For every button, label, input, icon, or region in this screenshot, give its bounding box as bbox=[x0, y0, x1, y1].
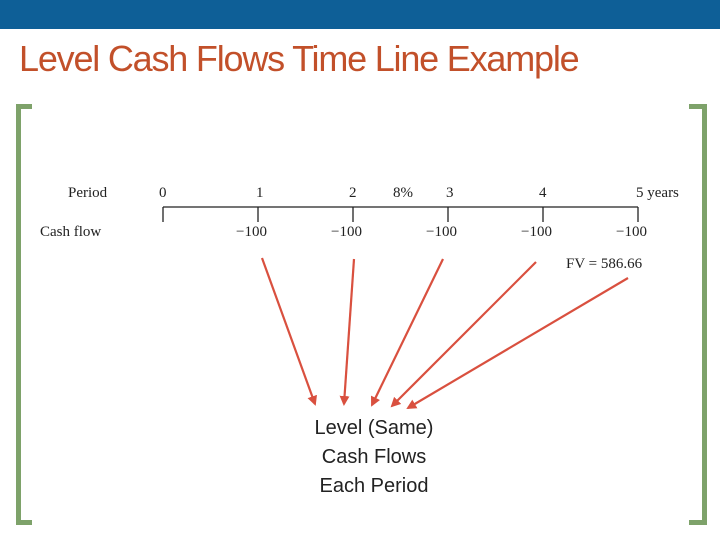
cashflow-1: −100 bbox=[236, 224, 267, 240]
cashflow-label: Cash flow bbox=[40, 224, 102, 240]
caption-line-2: Cash Flows bbox=[321, 446, 427, 468]
period-2: 2 bbox=[349, 185, 357, 201]
period-label: Period bbox=[68, 185, 108, 201]
arrow-4 bbox=[392, 262, 536, 406]
caption-line-3: Each Period bbox=[319, 475, 429, 497]
arrow-2 bbox=[344, 259, 354, 404]
arrow-5 bbox=[408, 278, 628, 408]
period-1: 1 bbox=[256, 185, 264, 201]
arrow-3 bbox=[372, 259, 443, 405]
caption bbox=[274, 414, 474, 501]
caption-line-1: Level (Same) bbox=[314, 417, 434, 439]
period-3: 3 bbox=[446, 185, 454, 201]
future-value-label: FV = 586.66 bbox=[566, 256, 643, 272]
slide-title: Level Cash Flows Time Line Example bbox=[19, 38, 579, 79]
period-4: 4 bbox=[539, 185, 547, 201]
arrow-1 bbox=[262, 258, 315, 404]
cashflow-5: −100 bbox=[616, 224, 647, 240]
cashflow-2: −100 bbox=[331, 224, 362, 240]
period-5: 5 years bbox=[636, 185, 679, 201]
rate-label: 8% bbox=[393, 185, 413, 201]
cashflow-3: −100 bbox=[426, 224, 457, 240]
cashflow-4: −100 bbox=[521, 224, 552, 240]
period-0: 0 bbox=[159, 185, 167, 201]
